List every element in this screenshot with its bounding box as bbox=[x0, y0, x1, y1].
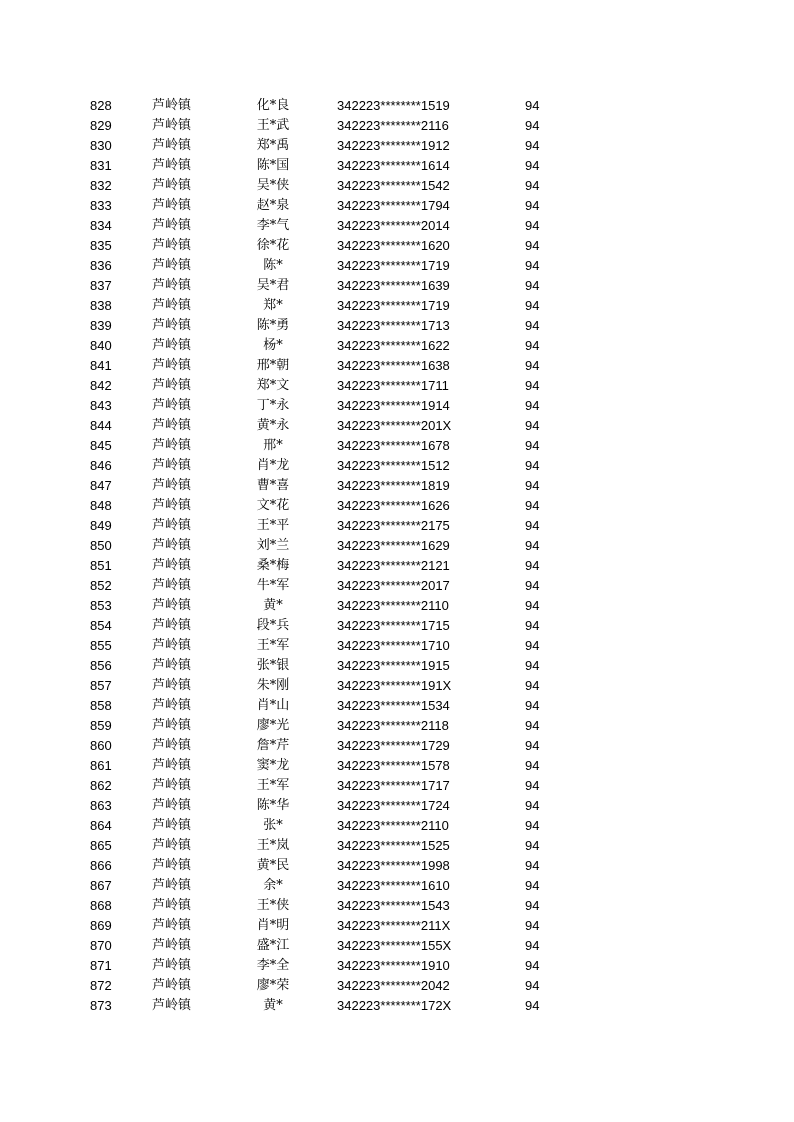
town-cell: 芦岭镇 bbox=[152, 938, 192, 953]
score-cell: 94 bbox=[525, 478, 540, 493]
town-cell: 芦岭镇 bbox=[152, 838, 192, 853]
town-cell: 芦岭镇 bbox=[152, 538, 192, 553]
name-cell: 郑*禹 bbox=[256, 138, 290, 153]
name-cell: 肖*明 bbox=[256, 918, 290, 933]
name-cell: 王*平 bbox=[256, 518, 290, 533]
row-number: 873 bbox=[90, 998, 112, 1013]
table-row bbox=[0, 496, 794, 516]
name-cell: 化*良 bbox=[256, 98, 290, 113]
row-number: 830 bbox=[90, 138, 112, 153]
row-number: 835 bbox=[90, 238, 112, 253]
table-row bbox=[0, 936, 794, 956]
name-cell: 王*军 bbox=[256, 638, 290, 653]
score-cell: 94 bbox=[525, 418, 540, 433]
id-number-cell: 342223********191X bbox=[337, 678, 452, 693]
table-row bbox=[0, 976, 794, 996]
table-row bbox=[0, 696, 794, 716]
row-number: 842 bbox=[90, 378, 112, 393]
table-row bbox=[0, 636, 794, 656]
score-cell: 94 bbox=[525, 278, 540, 293]
id-number-cell: 342223********2042 bbox=[337, 978, 450, 993]
id-number-cell: 342223********1998 bbox=[337, 858, 450, 873]
score-cell: 94 bbox=[525, 818, 540, 833]
id-number-cell: 342223********2110 bbox=[337, 818, 449, 833]
town-cell: 芦岭镇 bbox=[152, 778, 192, 793]
name-cell: 廖*光 bbox=[256, 718, 290, 733]
town-cell: 芦岭镇 bbox=[152, 278, 192, 293]
town-cell: 芦岭镇 bbox=[152, 498, 192, 513]
table-row bbox=[0, 676, 794, 696]
row-number: 865 bbox=[90, 838, 112, 853]
row-number: 850 bbox=[90, 538, 112, 553]
name-cell: 王*侠 bbox=[256, 898, 290, 913]
table-row bbox=[0, 796, 794, 816]
id-number-cell: 342223********1639 bbox=[337, 278, 450, 293]
name-cell: 廖*荣 bbox=[256, 978, 290, 993]
row-number: 867 bbox=[90, 878, 112, 893]
score-cell: 94 bbox=[525, 958, 540, 973]
table-row bbox=[0, 556, 794, 576]
id-number-cell: 342223********1512 bbox=[337, 458, 450, 473]
row-number: 871 bbox=[90, 958, 112, 973]
town-cell: 芦岭镇 bbox=[152, 858, 192, 873]
score-cell: 94 bbox=[525, 178, 540, 193]
town-cell: 芦岭镇 bbox=[152, 998, 192, 1013]
id-number-cell: 342223********1610 bbox=[337, 878, 450, 893]
row-number: 866 bbox=[90, 858, 112, 873]
town-cell: 芦岭镇 bbox=[152, 198, 192, 213]
name-cell: 张* bbox=[263, 818, 283, 833]
table-row bbox=[0, 256, 794, 276]
row-number: 831 bbox=[90, 158, 112, 173]
table-row bbox=[0, 656, 794, 676]
score-cell: 94 bbox=[525, 558, 540, 573]
name-cell: 王*武 bbox=[256, 118, 290, 133]
table-row bbox=[0, 916, 794, 936]
id-number-cell: 342223********172X bbox=[337, 998, 452, 1013]
town-cell: 芦岭镇 bbox=[152, 578, 192, 593]
name-cell: 王*军 bbox=[256, 778, 290, 793]
row-number: 859 bbox=[90, 718, 112, 733]
town-cell: 芦岭镇 bbox=[152, 218, 192, 233]
id-number-cell: 342223********2110 bbox=[337, 598, 449, 613]
score-cell: 94 bbox=[525, 858, 540, 873]
id-number-cell: 342223********1910 bbox=[337, 958, 450, 973]
table-row bbox=[0, 376, 794, 396]
score-cell: 94 bbox=[525, 378, 540, 393]
score-cell: 94 bbox=[525, 898, 540, 913]
name-cell: 段*兵 bbox=[256, 618, 290, 633]
town-cell: 芦岭镇 bbox=[152, 458, 192, 473]
table-row bbox=[0, 156, 794, 176]
id-number-cell: 342223********1578 bbox=[337, 758, 450, 773]
row-number: 868 bbox=[90, 898, 112, 913]
name-cell: 盛*江 bbox=[256, 938, 290, 953]
name-cell: 郑*文 bbox=[256, 378, 290, 393]
row-number: 832 bbox=[90, 178, 112, 193]
row-number: 870 bbox=[90, 938, 112, 953]
row-number: 849 bbox=[90, 518, 112, 533]
id-number-cell: 342223********2118 bbox=[337, 718, 449, 733]
id-number-cell: 342223********2017 bbox=[337, 578, 450, 593]
score-cell: 94 bbox=[525, 118, 540, 133]
name-cell: 吴*侠 bbox=[256, 178, 290, 193]
town-cell: 芦岭镇 bbox=[152, 698, 192, 713]
row-number: 848 bbox=[90, 498, 112, 513]
name-cell: 窦*龙 bbox=[256, 758, 290, 773]
table-row bbox=[0, 856, 794, 876]
id-number-cell: 342223********2175 bbox=[337, 518, 450, 533]
score-cell: 94 bbox=[525, 798, 540, 813]
name-cell: 郑* bbox=[263, 298, 283, 313]
table-row bbox=[0, 756, 794, 776]
row-number: 863 bbox=[90, 798, 112, 813]
score-cell: 94 bbox=[525, 258, 540, 273]
name-cell: 张*银 bbox=[256, 658, 290, 673]
table-row bbox=[0, 836, 794, 856]
score-cell: 94 bbox=[525, 738, 540, 753]
row-number: 847 bbox=[90, 478, 112, 493]
town-cell: 芦岭镇 bbox=[152, 518, 192, 533]
id-number-cell: 342223********2014 bbox=[337, 218, 450, 233]
name-cell: 徐*花 bbox=[256, 238, 290, 253]
id-number-cell: 342223********2116 bbox=[337, 118, 449, 133]
name-cell: 赵*泉 bbox=[256, 198, 290, 213]
name-cell: 陈* bbox=[263, 258, 283, 273]
id-number-cell: 342223********1717 bbox=[337, 778, 450, 793]
table-row bbox=[0, 816, 794, 836]
score-cell: 94 bbox=[525, 978, 540, 993]
table-row bbox=[0, 196, 794, 216]
id-number-cell: 342223********1710 bbox=[337, 638, 450, 653]
row-number: 834 bbox=[90, 218, 112, 233]
row-number: 860 bbox=[90, 738, 112, 753]
town-cell: 芦岭镇 bbox=[152, 258, 192, 273]
score-cell: 94 bbox=[525, 318, 540, 333]
score-cell: 94 bbox=[525, 158, 540, 173]
score-cell: 94 bbox=[525, 498, 540, 513]
score-cell: 94 bbox=[525, 138, 540, 153]
score-cell: 94 bbox=[525, 598, 540, 613]
id-number-cell: 342223********1794 bbox=[337, 198, 450, 213]
data-table bbox=[0, 96, 794, 1016]
score-cell: 94 bbox=[525, 358, 540, 373]
id-number-cell: 342223********1525 bbox=[337, 838, 450, 853]
id-number-cell: 342223********1620 bbox=[337, 238, 450, 253]
row-number: 837 bbox=[90, 278, 112, 293]
name-cell: 陈*华 bbox=[256, 798, 290, 813]
table-row bbox=[0, 736, 794, 756]
table-row bbox=[0, 596, 794, 616]
town-cell: 芦岭镇 bbox=[152, 98, 192, 113]
score-cell: 94 bbox=[525, 518, 540, 533]
row-number: 833 bbox=[90, 198, 112, 213]
town-cell: 芦岭镇 bbox=[152, 158, 192, 173]
id-number-cell: 342223********1713 bbox=[337, 318, 450, 333]
id-number-cell: 342223********1629 bbox=[337, 538, 450, 553]
id-number-cell: 342223********2121 bbox=[337, 558, 450, 573]
table-row bbox=[0, 716, 794, 736]
name-cell: 黄* bbox=[263, 598, 283, 613]
town-cell: 芦岭镇 bbox=[152, 878, 192, 893]
table-row bbox=[0, 316, 794, 336]
id-number-cell: 342223********1912 bbox=[337, 138, 450, 153]
score-cell: 94 bbox=[525, 678, 540, 693]
table-row bbox=[0, 216, 794, 236]
score-cell: 94 bbox=[525, 578, 540, 593]
id-number-cell: 342223********1534 bbox=[337, 698, 450, 713]
name-cell: 文*花 bbox=[256, 498, 290, 513]
row-number: 864 bbox=[90, 818, 112, 833]
id-number-cell: 342223********1638 bbox=[337, 358, 450, 373]
name-cell: 邢* bbox=[263, 438, 283, 453]
score-cell: 94 bbox=[525, 698, 540, 713]
town-cell: 芦岭镇 bbox=[152, 958, 192, 973]
name-cell: 陈*国 bbox=[256, 158, 290, 173]
town-cell: 芦岭镇 bbox=[152, 818, 192, 833]
id-number-cell: 342223********1915 bbox=[337, 658, 450, 673]
row-number: 828 bbox=[90, 98, 112, 113]
name-cell: 邢*朝 bbox=[256, 358, 290, 373]
row-number: 839 bbox=[90, 318, 112, 333]
row-number: 856 bbox=[90, 658, 112, 673]
row-number: 840 bbox=[90, 338, 112, 353]
name-cell: 黄*永 bbox=[256, 418, 290, 433]
town-cell: 芦岭镇 bbox=[152, 298, 192, 313]
score-cell: 94 bbox=[525, 98, 540, 113]
id-number-cell: 342223********1711 bbox=[337, 378, 449, 393]
table-row bbox=[0, 396, 794, 416]
town-cell: 芦岭镇 bbox=[152, 378, 192, 393]
id-number-cell: 342223********1729 bbox=[337, 738, 450, 753]
row-number: 869 bbox=[90, 918, 112, 933]
name-cell: 陈*勇 bbox=[256, 318, 290, 333]
table-row bbox=[0, 136, 794, 156]
table-row bbox=[0, 176, 794, 196]
id-number-cell: 342223********1622 bbox=[337, 338, 450, 353]
name-cell: 杨* bbox=[263, 338, 283, 353]
table-row bbox=[0, 336, 794, 356]
row-number: 872 bbox=[90, 978, 112, 993]
id-number-cell: 342223********1519 bbox=[337, 98, 450, 113]
table-row bbox=[0, 276, 794, 296]
name-cell: 肖*山 bbox=[256, 698, 290, 713]
town-cell: 芦岭镇 bbox=[152, 718, 192, 733]
town-cell: 芦岭镇 bbox=[152, 978, 192, 993]
score-cell: 94 bbox=[525, 998, 540, 1013]
town-cell: 芦岭镇 bbox=[152, 558, 192, 573]
name-cell: 丁*永 bbox=[256, 398, 290, 413]
score-cell: 94 bbox=[525, 638, 540, 653]
row-number: 853 bbox=[90, 598, 112, 613]
table-row bbox=[0, 616, 794, 636]
name-cell: 桑*梅 bbox=[256, 558, 290, 573]
town-cell: 芦岭镇 bbox=[152, 238, 192, 253]
table-row bbox=[0, 476, 794, 496]
id-number-cell: 342223********1543 bbox=[337, 898, 450, 913]
table-row bbox=[0, 236, 794, 256]
score-cell: 94 bbox=[525, 238, 540, 253]
town-cell: 芦岭镇 bbox=[152, 398, 192, 413]
town-cell: 芦岭镇 bbox=[152, 738, 192, 753]
score-cell: 94 bbox=[525, 878, 540, 893]
score-cell: 94 bbox=[525, 438, 540, 453]
town-cell: 芦岭镇 bbox=[152, 638, 192, 653]
row-number: 838 bbox=[90, 298, 112, 313]
table-row bbox=[0, 996, 794, 1016]
table-row bbox=[0, 436, 794, 456]
id-number-cell: 342223********1678 bbox=[337, 438, 450, 453]
score-cell: 94 bbox=[525, 298, 540, 313]
table-row bbox=[0, 116, 794, 136]
name-cell: 黄*民 bbox=[256, 858, 290, 873]
score-cell: 94 bbox=[525, 658, 540, 673]
row-number: 854 bbox=[90, 618, 112, 633]
name-cell: 余* bbox=[263, 878, 283, 893]
table-row bbox=[0, 456, 794, 476]
name-cell: 李*气 bbox=[256, 218, 290, 233]
score-cell: 94 bbox=[525, 398, 540, 413]
row-number: 851 bbox=[90, 558, 112, 573]
name-cell: 肖*龙 bbox=[256, 458, 290, 473]
score-cell: 94 bbox=[525, 778, 540, 793]
table-row bbox=[0, 416, 794, 436]
table-row bbox=[0, 956, 794, 976]
id-number-cell: 342223********155X bbox=[337, 938, 452, 953]
town-cell: 芦岭镇 bbox=[152, 658, 192, 673]
table-row bbox=[0, 776, 794, 796]
town-cell: 芦岭镇 bbox=[152, 758, 192, 773]
row-number: 841 bbox=[90, 358, 112, 373]
id-number-cell: 342223********1914 bbox=[337, 398, 450, 413]
row-number: 829 bbox=[90, 118, 112, 133]
town-cell: 芦岭镇 bbox=[152, 338, 192, 353]
score-cell: 94 bbox=[525, 538, 540, 553]
town-cell: 芦岭镇 bbox=[152, 678, 192, 693]
name-cell: 曹*喜 bbox=[256, 478, 290, 493]
town-cell: 芦岭镇 bbox=[152, 898, 192, 913]
town-cell: 芦岭镇 bbox=[152, 178, 192, 193]
town-cell: 芦岭镇 bbox=[152, 358, 192, 373]
row-number: 844 bbox=[90, 418, 112, 433]
score-cell: 94 bbox=[525, 218, 540, 233]
row-number: 858 bbox=[90, 698, 112, 713]
row-number: 857 bbox=[90, 678, 112, 693]
town-cell: 芦岭镇 bbox=[152, 118, 192, 133]
name-cell: 王*岚 bbox=[256, 838, 290, 853]
id-number-cell: 342223********1542 bbox=[337, 178, 450, 193]
table-row bbox=[0, 356, 794, 376]
town-cell: 芦岭镇 bbox=[152, 798, 192, 813]
table-row bbox=[0, 296, 794, 316]
name-cell: 詹*芹 bbox=[256, 738, 290, 753]
table-row bbox=[0, 896, 794, 916]
id-number-cell: 342223********1819 bbox=[337, 478, 450, 493]
town-cell: 芦岭镇 bbox=[152, 598, 192, 613]
table-row bbox=[0, 576, 794, 596]
name-cell: 吴*君 bbox=[256, 278, 290, 293]
town-cell: 芦岭镇 bbox=[152, 438, 192, 453]
score-cell: 94 bbox=[525, 918, 540, 933]
row-number: 855 bbox=[90, 638, 112, 653]
score-cell: 94 bbox=[525, 938, 540, 953]
id-number-cell: 342223********1724 bbox=[337, 798, 450, 813]
table-row bbox=[0, 536, 794, 556]
row-number: 836 bbox=[90, 258, 112, 273]
score-cell: 94 bbox=[525, 198, 540, 213]
id-number-cell: 342223********211X bbox=[337, 918, 451, 933]
row-number: 862 bbox=[90, 778, 112, 793]
name-cell: 朱*刚 bbox=[256, 678, 290, 693]
row-number: 843 bbox=[90, 398, 112, 413]
table-row bbox=[0, 516, 794, 536]
score-cell: 94 bbox=[525, 338, 540, 353]
town-cell: 芦岭镇 bbox=[152, 618, 192, 633]
name-cell: 李*全 bbox=[256, 958, 290, 973]
table-row bbox=[0, 876, 794, 896]
town-cell: 芦岭镇 bbox=[152, 318, 192, 333]
score-cell: 94 bbox=[525, 458, 540, 473]
row-number: 861 bbox=[90, 758, 112, 773]
id-number-cell: 342223********1715 bbox=[337, 618, 450, 633]
town-cell: 芦岭镇 bbox=[152, 418, 192, 433]
score-cell: 94 bbox=[525, 718, 540, 733]
name-cell: 牛*军 bbox=[256, 578, 290, 593]
id-number-cell: 342223********201X bbox=[337, 418, 452, 433]
row-number: 852 bbox=[90, 578, 112, 593]
row-number: 845 bbox=[90, 438, 112, 453]
id-number-cell: 342223********1719 bbox=[337, 298, 450, 313]
row-number: 846 bbox=[90, 458, 112, 473]
town-cell: 芦岭镇 bbox=[152, 478, 192, 493]
score-cell: 94 bbox=[525, 618, 540, 633]
name-cell: 黄* bbox=[263, 998, 283, 1013]
town-cell: 芦岭镇 bbox=[152, 138, 192, 153]
name-cell: 刘*兰 bbox=[256, 538, 290, 553]
score-cell: 94 bbox=[525, 758, 540, 773]
score-cell: 94 bbox=[525, 838, 540, 853]
id-number-cell: 342223********1614 bbox=[337, 158, 450, 173]
id-number-cell: 342223********1719 bbox=[337, 258, 450, 273]
table-row bbox=[0, 96, 794, 116]
town-cell: 芦岭镇 bbox=[152, 918, 192, 933]
id-number-cell: 342223********1626 bbox=[337, 498, 450, 513]
